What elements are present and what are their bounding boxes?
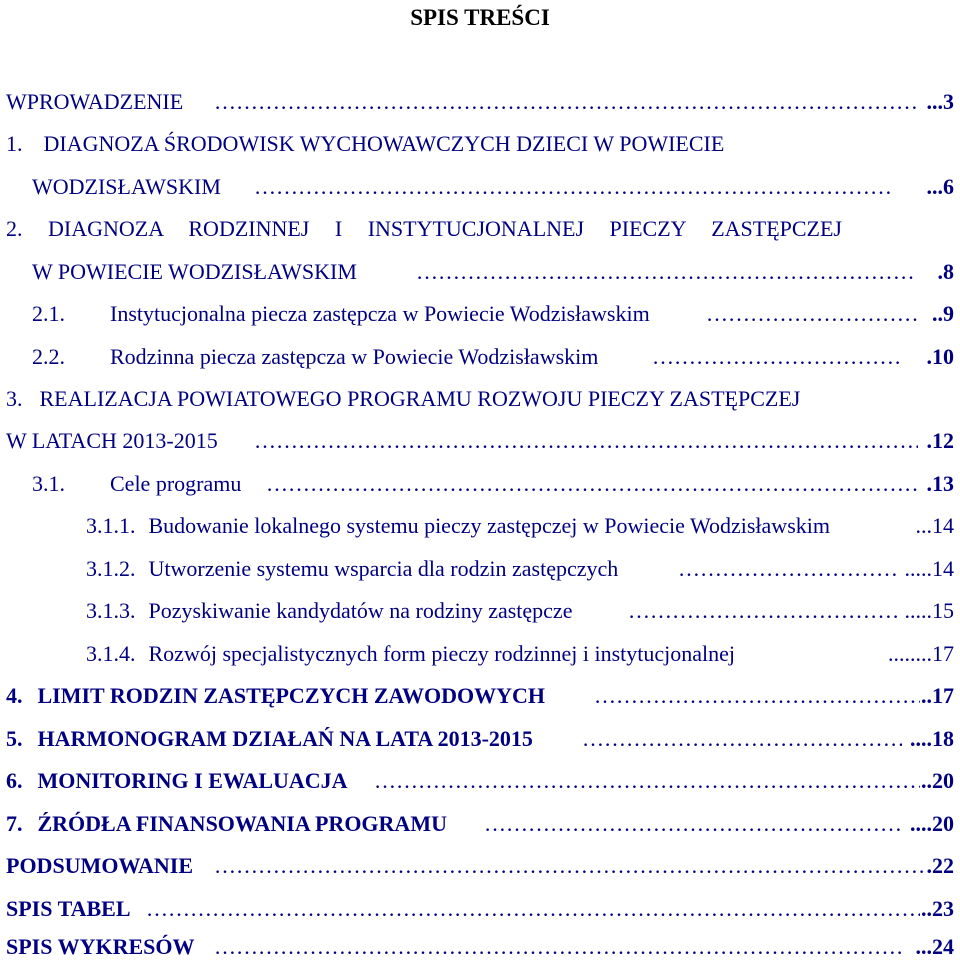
toc-page-number: .12 [926,428,954,453]
page-title: SPIS TREŚCI [410,5,550,30]
toc-leader [214,87,918,117]
toc-entry-3-1-4[interactable] [86,639,735,669]
toc-number: 3.1.1. [86,513,136,538]
toc-entry-2-2[interactable] [32,342,598,372]
toc-label: ŹRÓDŁA FINANSOWANIA PROGRAMU [37,811,447,836]
toc-label-continuation[interactable]: W LATACH 2013-2015 [6,428,218,453]
toc-page-number: ..23 [921,896,954,921]
toc-label-continuation[interactable]: W POWIECIE WODZISŁAWSKIM [32,259,357,284]
toc-leader [146,894,920,924]
toc-number: 5. [6,726,23,751]
toc-number: 7. [6,811,23,836]
toc-number: 4. [6,683,23,708]
toc-page-number: .8 [937,259,954,284]
toc-leader [214,932,904,962]
toc-label: Instytucjonalna piecza zastępcza w Powiecie Wodzisławskim [110,301,650,326]
toc-label: Cele programu [110,471,242,496]
toc-page-number: ....18 [910,726,954,751]
toc-label: Budowanie lokalnego systemu pieczy zastępczej w Powiecie Wodzisławskim [148,513,830,538]
toc-leader [214,851,926,881]
toc-page-number: ....20 [910,811,954,836]
toc-label: DIAGNOZA ŚRODOWISK WYCHOWAWCZYCH DZIECI W POWIECIE [43,131,725,156]
toc-number: 3.1.2. [86,556,136,581]
toc-number: 6. [6,768,23,793]
toc-label: REALIZACJA POWIATOWEGO PROGRAMU ROZWOJU PIECZY ZASTĘPCZEJ [39,386,801,411]
toc-page-number: .....15 [904,598,954,623]
toc-page-number: ...24 [915,934,954,959]
toc-number: 1. [6,131,23,156]
toc-number: 3.1. [32,471,65,496]
toc-label: DIAGNOZA RODZINNEJ I INSTYTUCJONALNEJ PIECZY ZASTĘPCZEJ [48,216,842,241]
toc-number: 3.1.4. [86,641,136,666]
toc-page-number: ........17 [888,641,954,666]
toc-page-number: ...6 [926,174,954,199]
toc-link-wprowadzenie[interactable]: WPROWADZENIE [6,89,184,114]
toc-label: Rodzinna piecza zastępcza w Powiecie Wodzisławskim [110,344,599,369]
toc-leader [594,681,920,711]
toc-label-continuation[interactable]: WODZISŁAWSKIM [32,174,221,199]
toc-entry-5[interactable] [6,724,533,754]
toc-leader [266,469,920,499]
toc-leader [678,554,898,584]
toc-entry-3-1-1[interactable] [86,511,830,541]
toc-entry-3-1[interactable] [32,469,241,499]
toc-entry-1[interactable] [6,129,724,159]
toc-number: 2.2. [32,344,65,369]
toc-link-podsumowanie[interactable]: PODSUMOWANIE [6,853,194,878]
toc-label: Rozwój specjalistycznych form pieczy rodzinnej i instytucjonalnej [148,641,735,666]
toc-label: Utworzenie systemu wsparcia dla rodzin zastępczych [148,556,619,581]
toc-entry-2[interactable] [6,214,842,244]
toc-number: 2. [6,216,23,241]
toc-leader [374,766,920,796]
toc-number: 3.1.3. [86,598,136,623]
toc-leader [254,426,918,456]
toc-page-number: .10 [926,344,954,369]
toc-page-number: ..17 [921,683,954,708]
toc-number: 3. [6,386,23,411]
toc-page-number: ..20 [921,768,954,793]
toc-number: 2.1. [32,301,65,326]
toc-entry-6[interactable] [6,766,348,796]
toc-page-number: ...3 [926,89,954,114]
toc-page-number: .22 [926,853,954,878]
toc-entry-2-1[interactable] [32,299,650,329]
toc-label: Pozyskiwanie kandydatów na rodziny zastępcze [148,598,573,623]
toc-label: MONITORING I EWALUACJA [37,768,348,793]
toc-entry-3[interactable] [6,384,800,414]
toc-leader [582,724,902,754]
toc-leader [652,342,902,372]
toc-entry-3-1-3[interactable] [86,596,572,626]
toc-page-number: ..9 [932,301,954,326]
toc-label: LIMIT RODZIN ZASTĘPCZYCH ZAWODOWYCH [37,683,546,708]
toc-label: HARMONOGRAM DZIAŁAŃ NA LATA 2013-2015 [37,726,533,751]
toc-page-number: .....14 [904,556,954,581]
toc-leader [628,596,898,626]
toc-leader [416,257,916,287]
toc-leader [254,172,894,202]
toc-entry-4[interactable] [6,681,545,711]
toc-link-spis-tabel[interactable]: SPIS TABEL [6,896,131,921]
toc-entry-3-1-2[interactable] [86,554,618,584]
toc-page-number: .13 [926,471,954,496]
toc-page-number: ...14 [915,513,954,538]
toc-link-spis-wykresow[interactable]: SPIS WYKRESÓW [6,934,195,959]
toc-entry-7[interactable] [6,809,447,839]
toc-leader [484,809,902,839]
